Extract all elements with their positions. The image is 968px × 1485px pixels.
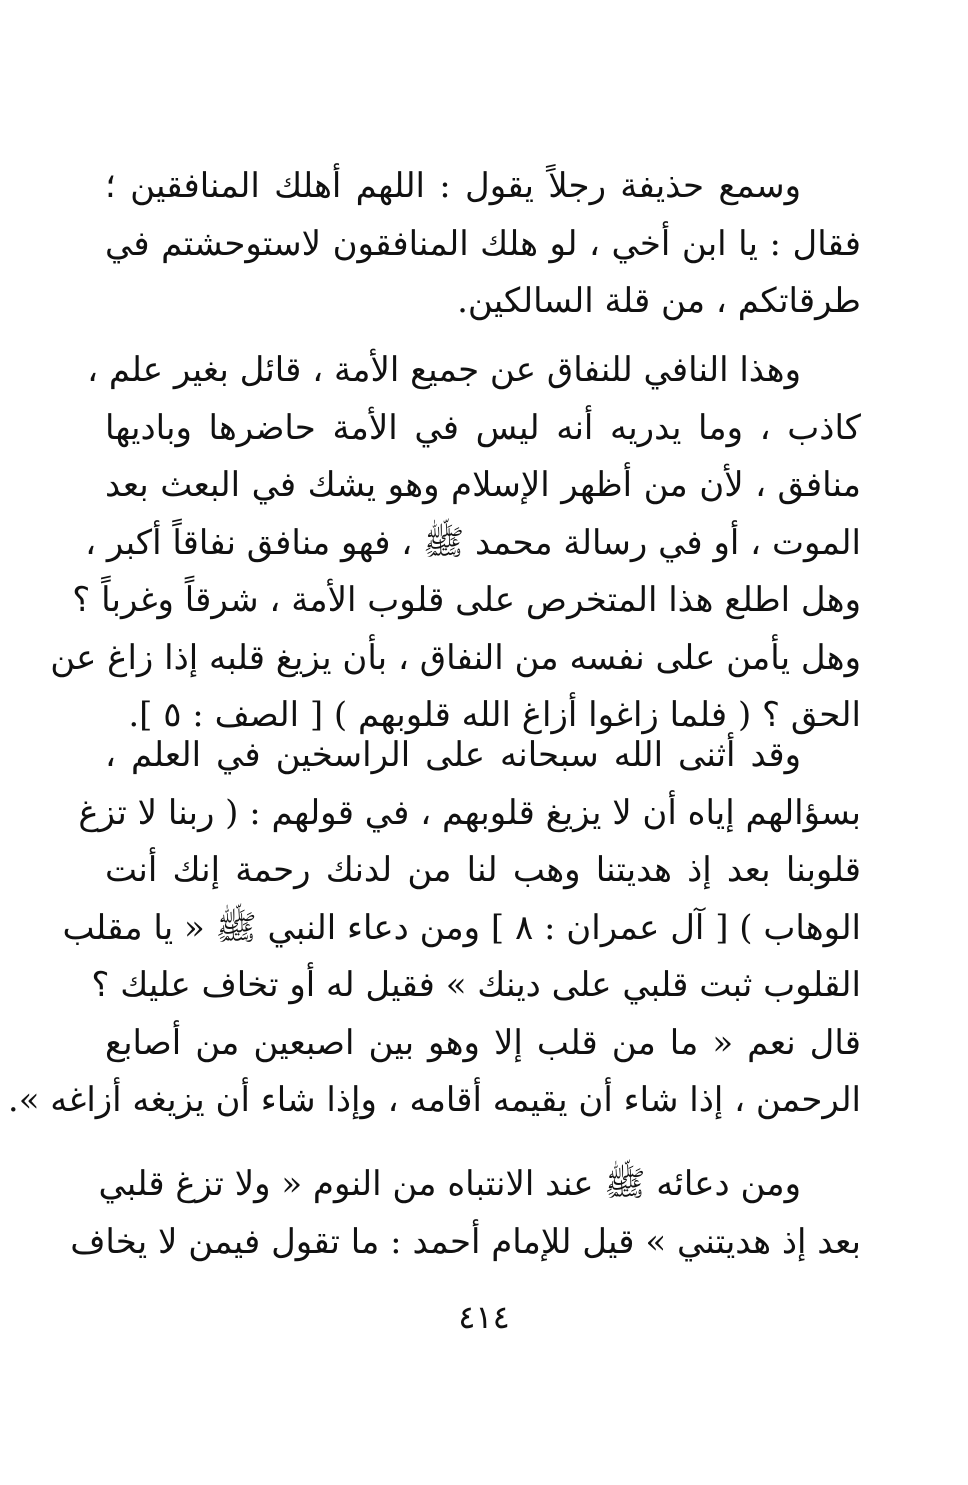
text-line: القلوب ثبت قلبي على دينك » فقيل له أو تخاف عليك ؟ (91, 965, 861, 1005)
text-line: وقد أثنى الله سبحانه على الراسخين في العلم ، (105, 735, 801, 775)
text-line: قال نعم « ما من قلب إلا وهو بين اصبعين من أصابع (105, 1022, 861, 1063)
text-line: وسمع حذيفة رجلاً يقول : اللهم أهلك المنافقين ؛ (105, 166, 801, 206)
text-line: الوهاب ) [ آل عمران : ٨ ] ومن دعاء النبي ﷺ « يا مقلب (62, 907, 861, 948)
text-line: كاذب ، وما يدريه أنه ليس في الأمة حاضرها وباديها (105, 407, 861, 448)
text-line: وهل اطلع هذا المتخرص على قلوب الأمة ، شرقاً وغرباً ؟ (72, 580, 861, 620)
text-line: وهذا النافي للنفاق عن جميع الأمة ، قائل بغير علم ، (87, 350, 801, 390)
text-line: الرحمن ، إذا شاء أن يقيمه أقامه ، وإذا شاء أن يزيغه أزاغه ». (7, 1080, 861, 1120)
text-line: بعد إذ هديتني » قيل للإمام أحمد : ما تقول فيمن لا يخاف (70, 1221, 861, 1262)
page-number: ٤١٤ (458, 1298, 510, 1336)
text-line: فقال : يا ابن أخي ، لو هلك المنافقون لاستوحشتم في (105, 223, 861, 264)
paragraph-dua-waking (70, 1156, 861, 1271)
text-line: الموت ، أو في رسالة محمد ﷺ ، فهو منافق نفاقاً أكبر ، (85, 522, 861, 563)
text-line: ومن دعائه ﷺ عند الانتباه من النوم « ولا تزغ قلبي (98, 1164, 801, 1204)
paragraph-nifaq-denier (50, 342, 861, 745)
text-line: طرقاتكم ، من قلة السالكين. (457, 281, 861, 321)
text-line: الحق ؟ ( فلما زاغوا أزاغ الله قلوبهم ) [ الصف : ٥ ]. (128, 695, 861, 735)
text-line: منافق ، لأن من أظهر الإسلام وهو يشك في البعث بعد (105, 465, 861, 505)
paragraph-hudhayfa (105, 158, 861, 331)
paragraph-rasikhin (7, 727, 861, 1130)
text-line: وهل يأمن على نفسه من النفاق ، بأن يزيغ قلبه إذا زاغ عن (50, 637, 861, 678)
text-line: قلوبنا بعد إذ هديتنا وهب لنا من لدنك رحمة إنك أنت (105, 850, 861, 890)
text-line: بسؤالهم إياه أن لا يزيغ قلوبهم ، في قولهم : ( ربنا لا تزغ (78, 792, 861, 833)
